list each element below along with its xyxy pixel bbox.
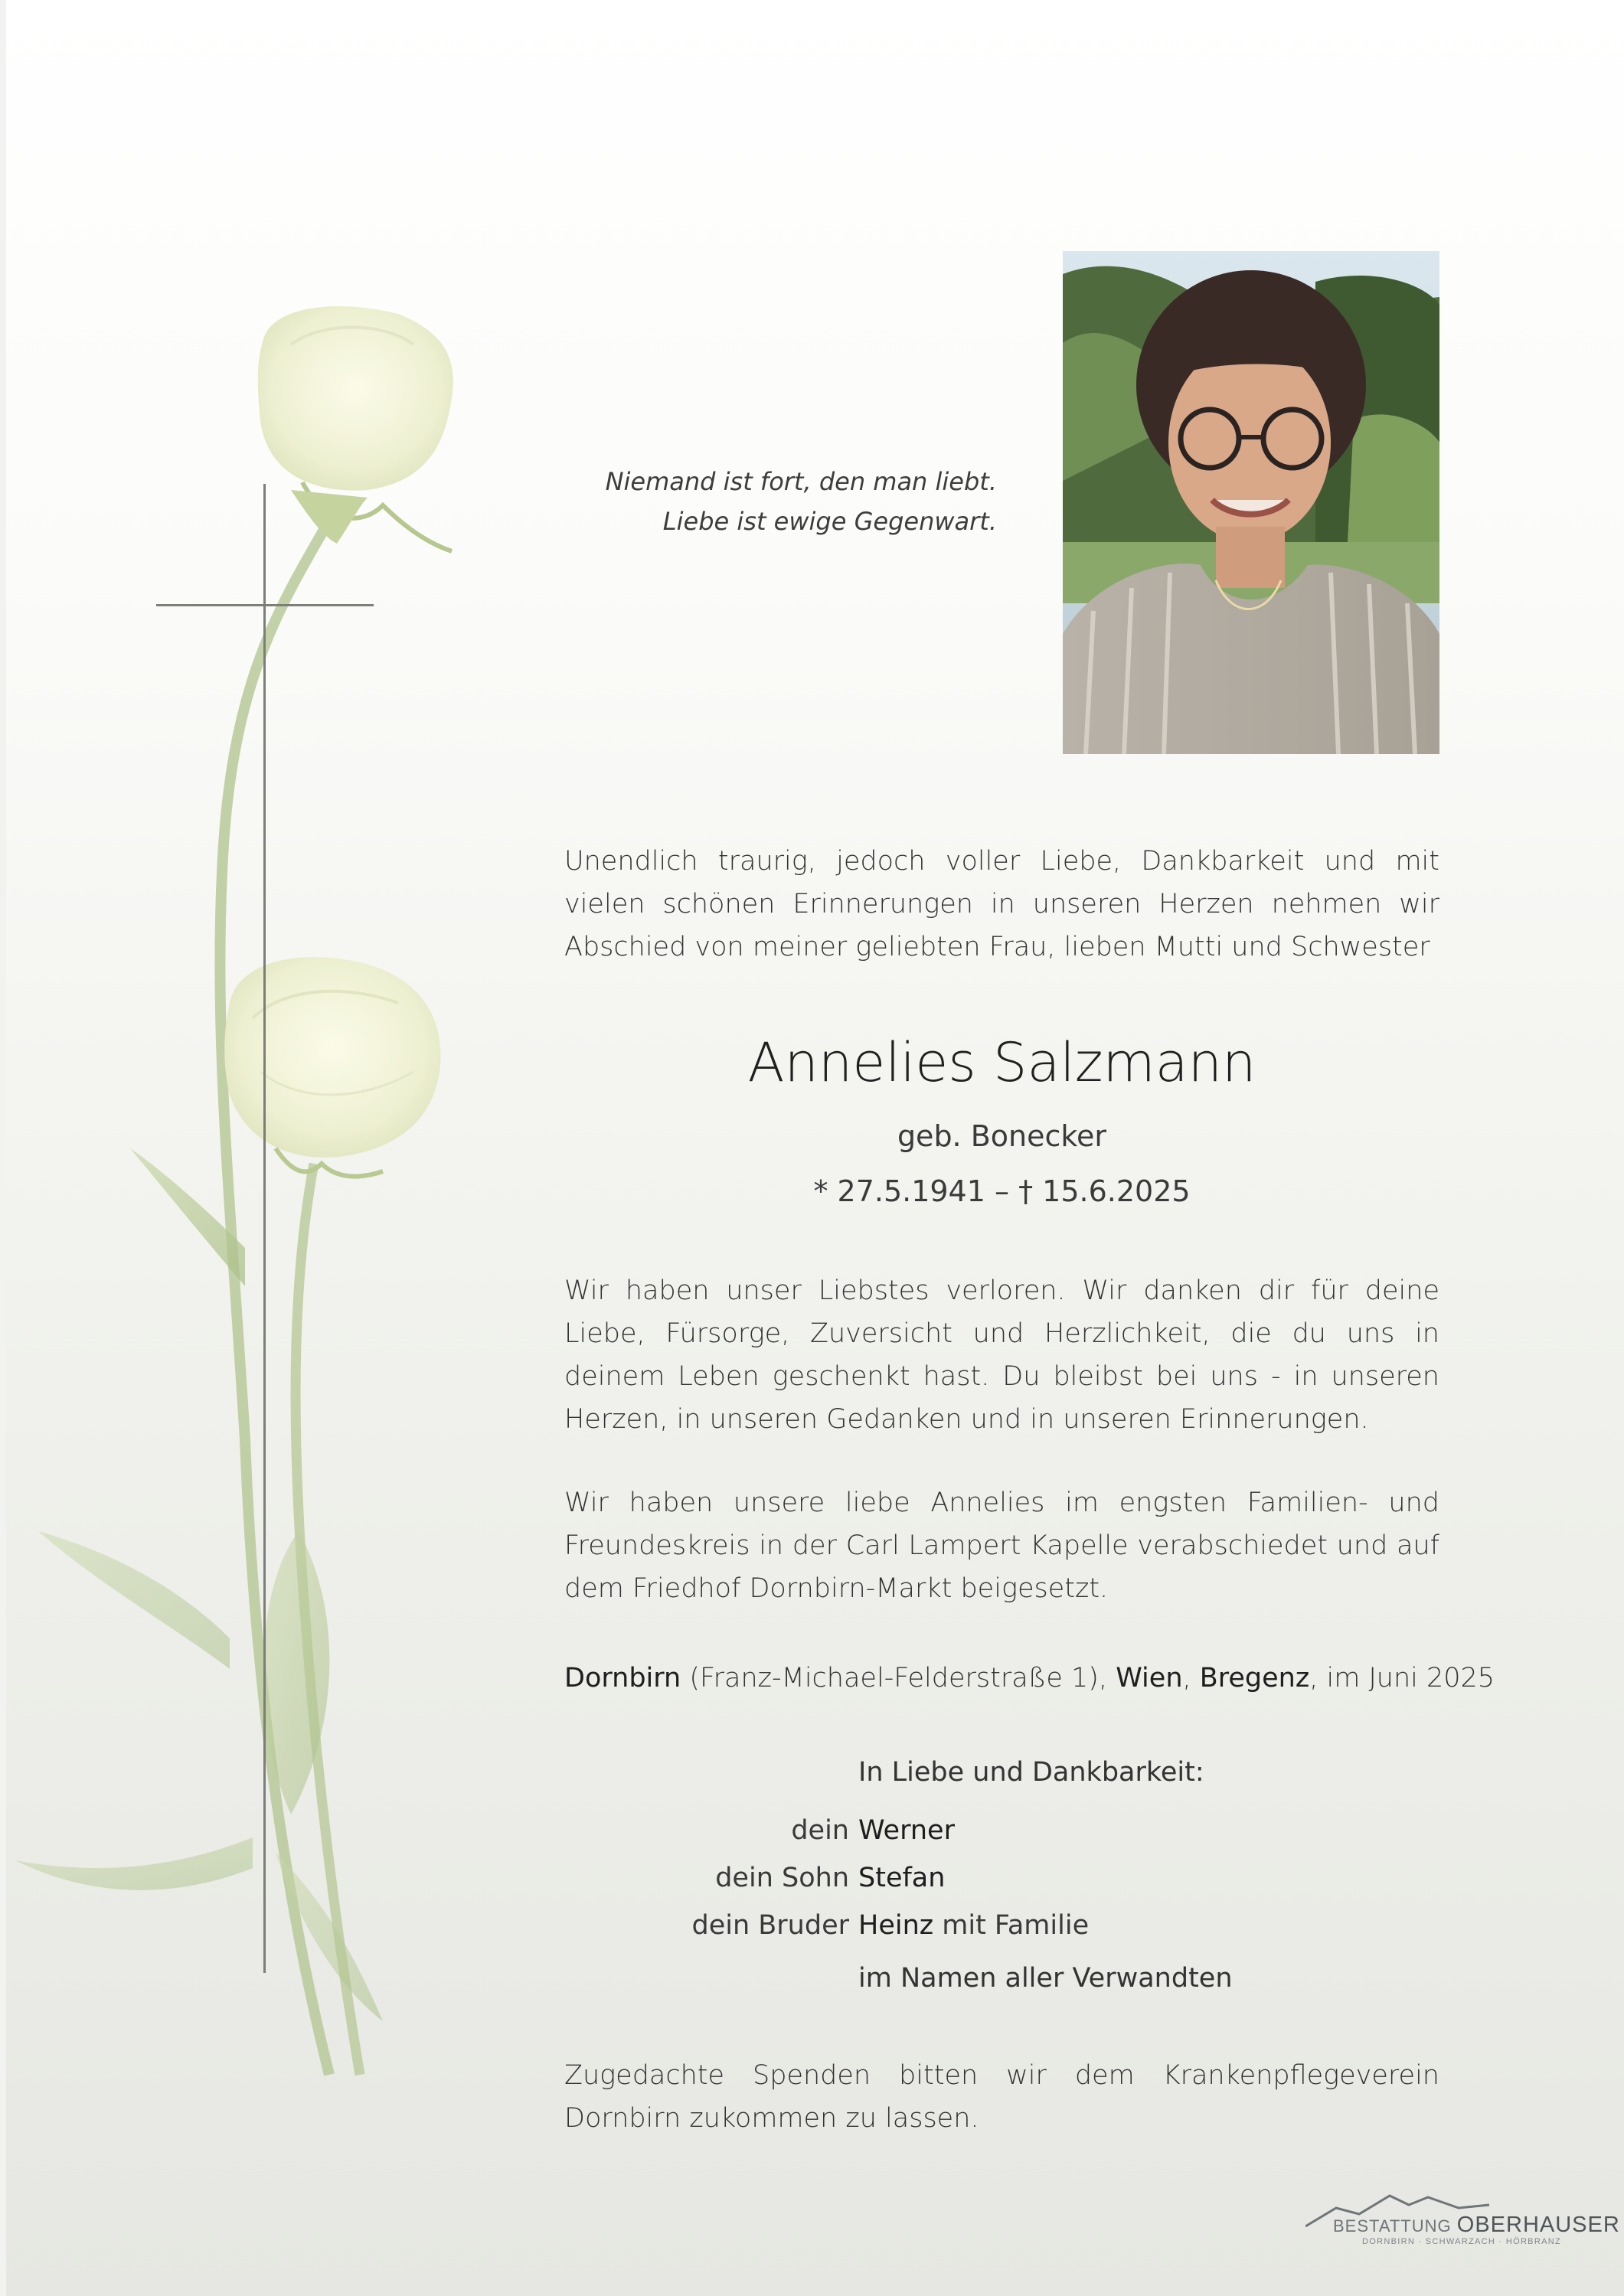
portrait-photo [1063,251,1439,754]
month-year: , im Juni 2025 [1309,1663,1495,1693]
mourner-firstname: Heinz [858,1910,934,1941]
city-wien: Wien [1116,1663,1183,1693]
motto-line-2: Liebe ist ewige Gegenwart. [662,507,997,536]
mourners-list [564,1807,1439,1949]
intro-text: Unendlich traurig, jedoch voller Liebe, Dankbarkeit und mit vielen schönen Erinnerungen in unseren Herzen nehmen wir Abschied von meiner geliebten Frau, lieben Mutti und Schwester [564,846,1439,962]
mourner-suffix: mit Familie [933,1910,1090,1941]
logo-word-1: BESTATTUNG [1333,2216,1452,2236]
places-and-date [564,1657,1495,1700]
cross-horizontal-bar [156,604,374,606]
mourner-relation: dein [791,1815,849,1846]
mourner-name [858,1854,945,1902]
separator: , [1182,1663,1200,1693]
mourner-name [858,1807,955,1854]
mourner-relation: dein Sohn [715,1863,849,1893]
relatives-line: im Namen aller Verwandten [858,1963,1233,1994]
tribute-paragraph: Wir haben unser Liebstes verloren. Wir danken dir für deine Liebe, Fürsorge, Zuversicht und Herzlichkeit, die du uns in deinem Leben geschenkt hast. Du bleibst bei uns - in unseren Herzen, in unseren Gedanken und in unseren Erinnerungen. [564,1275,1439,1435]
city-bregenz: Bregenz [1199,1663,1310,1693]
donation-note: Zugedachte Spenden bitten wir dem Krankenpflegeverein Dornbirn zukommen zu lassen. [564,2060,1439,2134]
logo-locations: DORNBIRN · SCHWARZACH · HÖRBRANZ [1362,2237,1561,2246]
funeral-home-logo [1305,2191,1620,2252]
funeral-paragraph: Wir haben unsere liebe Annelies im engsten Familien- und Freundeskreis in der Carl Lampert Kapelle verabschiedet und auf dem Friedhof Dornbirn-Markt beigesetzt. [564,1488,1439,1604]
mourner-name [858,1902,1089,1949]
address: (Franz-Michael-Felderstraße 1), [681,1663,1116,1693]
logo-word-2: OBERHAUSER [1456,2213,1620,2237]
mourner-row [564,1854,1439,1902]
motto-line-1: Niemand ist fort, den man liebt. [605,467,997,496]
logo-wordmark [1333,2213,1620,2238]
white-roses-illustration [0,291,490,2128]
mourner-row [564,1807,1439,1854]
mourner-row [564,1902,1439,1949]
mourner-relation: dein Bruder [691,1910,849,1941]
deceased-name: Annelies Salzmann [747,1031,1256,1094]
mourner-firstname: Werner [858,1815,955,1846]
mourner-firstname: Stefan [858,1863,946,1893]
closing-line: In Liebe und Dankbarkeit: [858,1757,1204,1788]
motto [582,462,997,541]
life-dates: * 27.5.1941 – † 15.6.2025 [813,1174,1191,1208]
cross-vertical-bar [263,484,266,1973]
maiden-name: geb. Bonecker [897,1119,1107,1153]
city-dornbirn: Dornbirn [564,1663,681,1693]
